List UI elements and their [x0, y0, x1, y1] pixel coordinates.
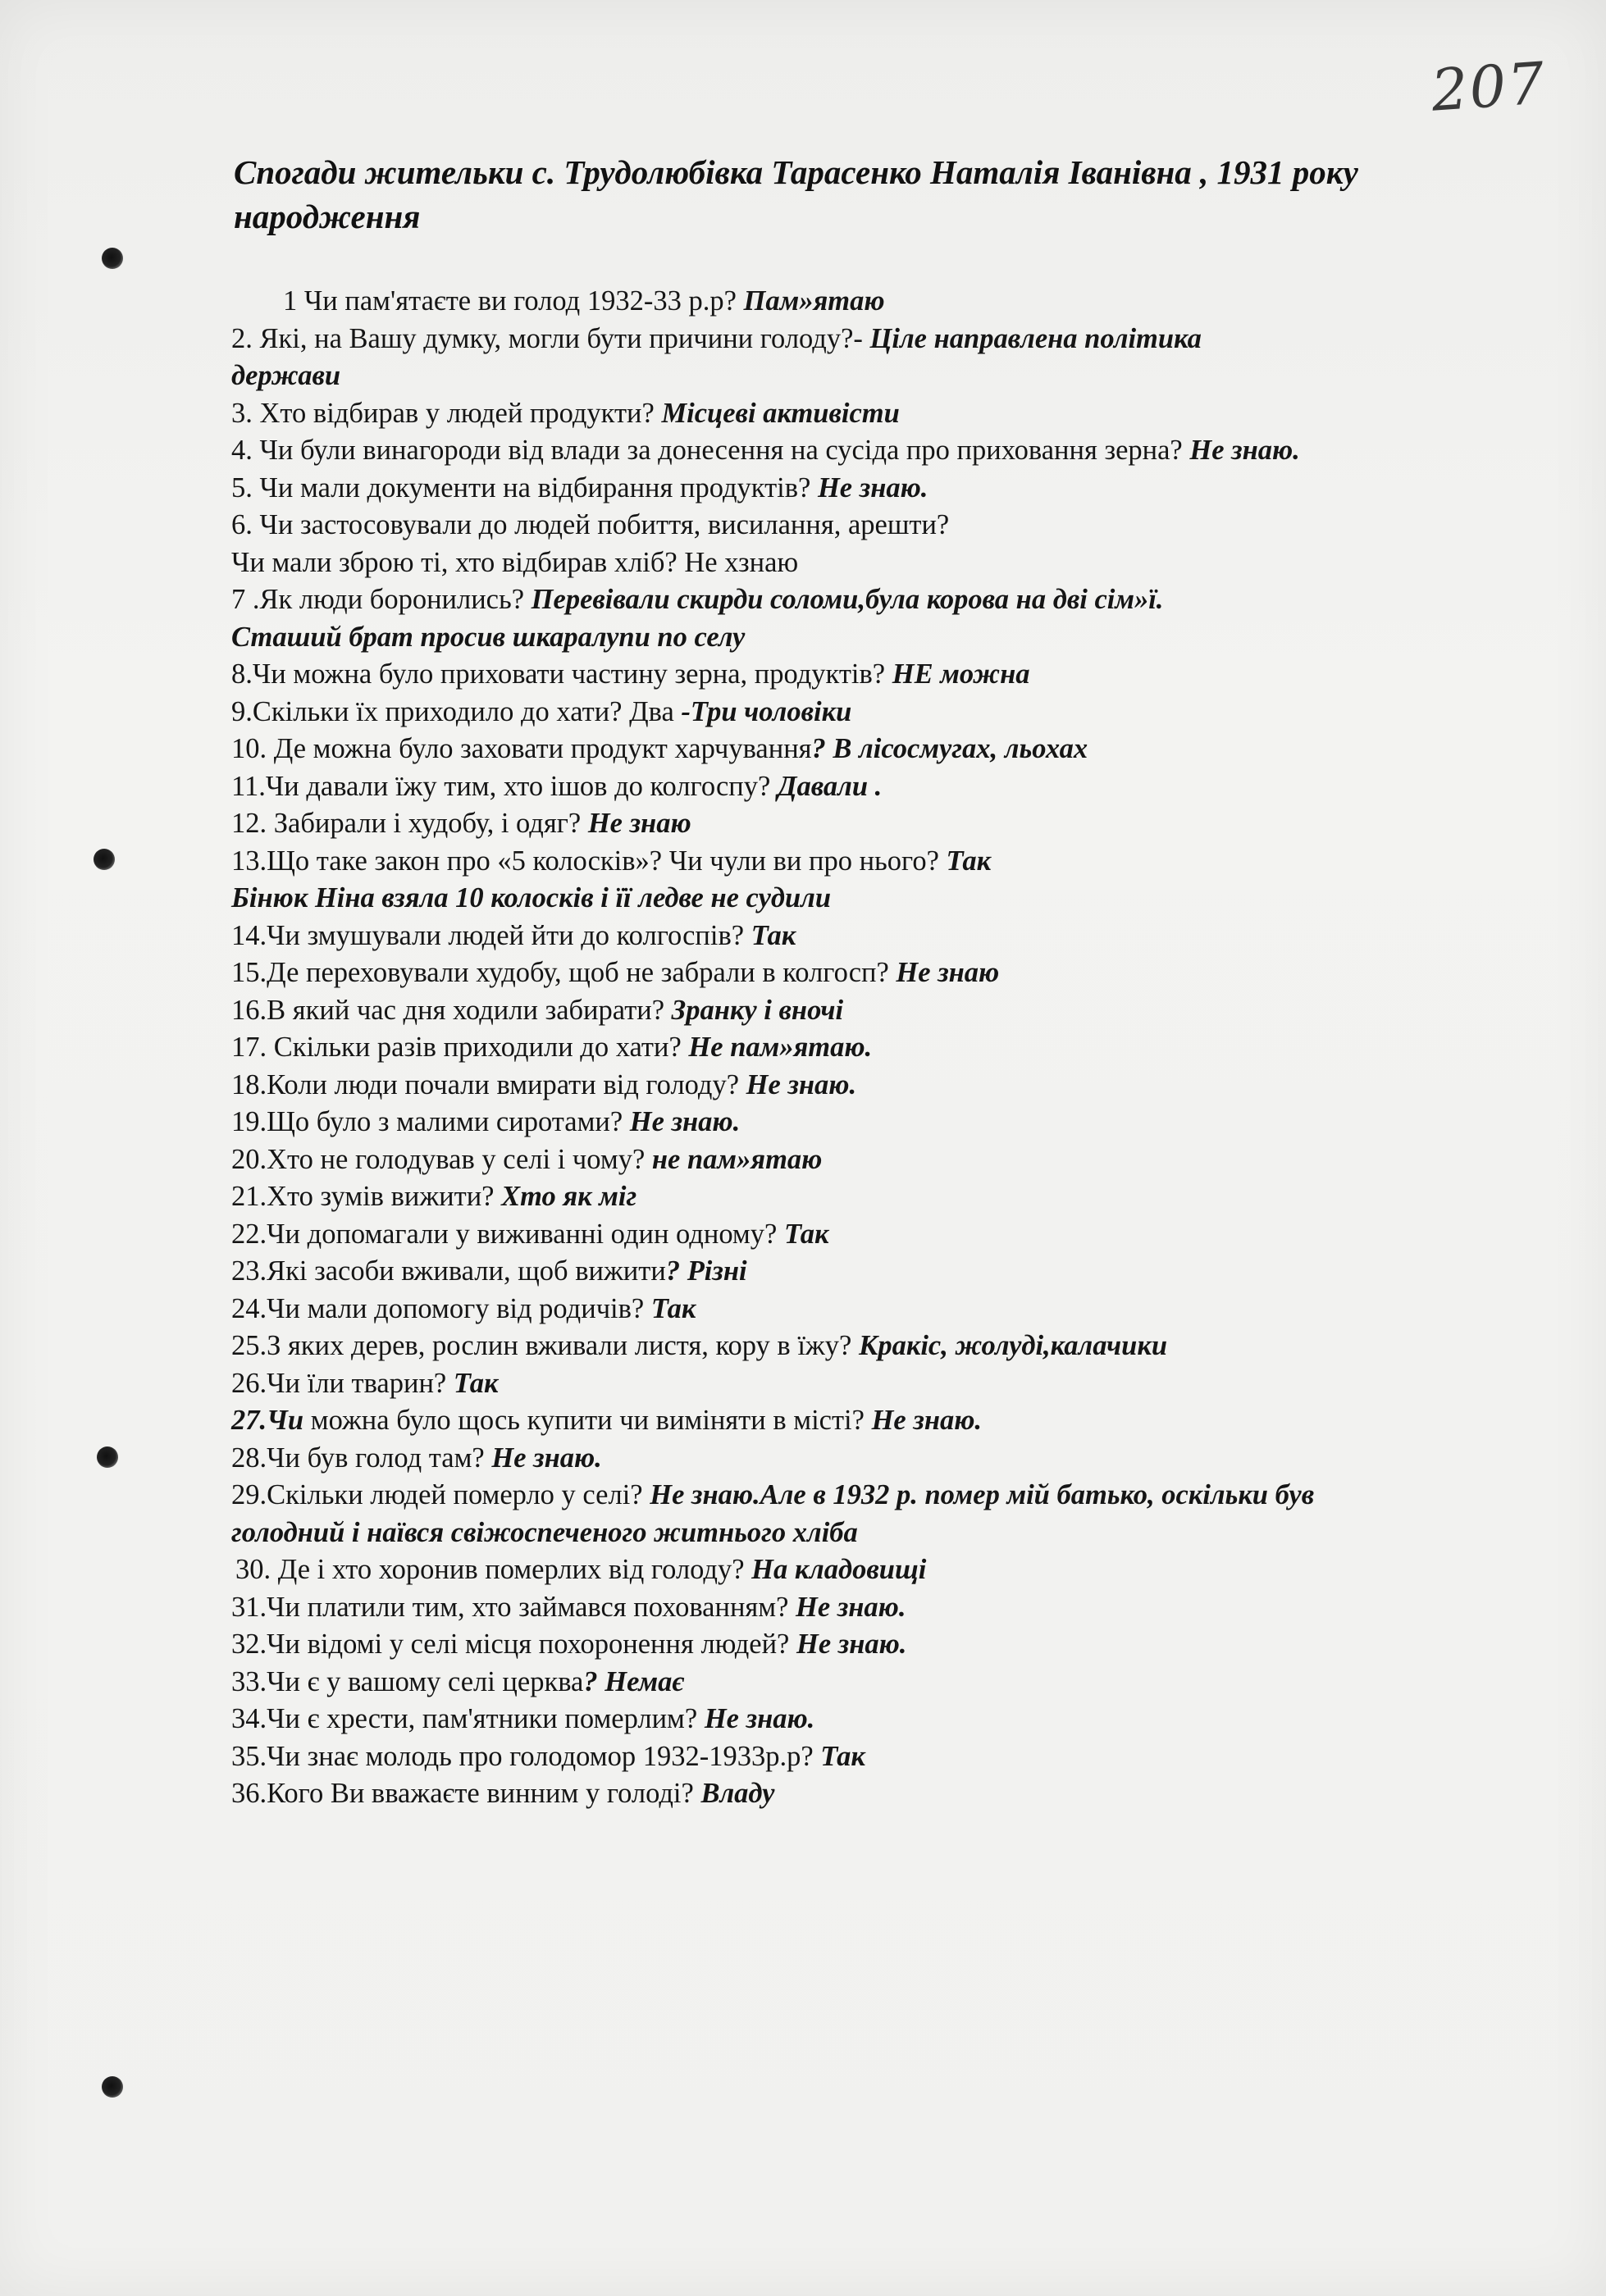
question-text: 24.Чи мали допомогу від родичів?	[231, 1292, 651, 1324]
answer-text: Не знаю.	[491, 1442, 602, 1474]
question-text: 26.Чи їли тварин?	[231, 1367, 454, 1399]
questionnaire-line	[231, 843, 1511, 881]
answer-text: Бінюк Ніна взяла 10 колосків і її ледве не судили	[231, 882, 832, 913]
question-text: 32.Чи відомі у селі місця похоронення людей?	[231, 1629, 796, 1660]
questionnaire-line	[231, 694, 1511, 731]
answer-text: голодний і наївся свіжоспеченого житнього хліба	[231, 1516, 858, 1548]
questionnaire-line	[231, 992, 1511, 1030]
answer-text: Не знаю.	[817, 472, 928, 503]
questionnaire-line	[231, 1178, 1511, 1216]
question-text: 2. Які, на Вашу думку, могли бути причини голоду?-	[231, 322, 870, 354]
question-text: 3. Хто відбирав у людей продукти?	[231, 397, 662, 429]
answer-text: Кракіс, жолуді,калачики	[858, 1330, 1167, 1361]
answer-text: Так	[820, 1740, 865, 1772]
answer-text: Не знаю	[896, 957, 1000, 988]
questionnaire-line	[231, 918, 1511, 955]
questionnaire-line	[231, 1589, 1511, 1627]
questionnaire-line	[231, 1515, 1511, 1552]
answer-text: 27.Чи	[231, 1405, 304, 1436]
question-text: 1 Чи пам'ятаєте ви голод 1932-33 р.р?	[283, 285, 744, 317]
question-text: можна було щось купити чи виміняти в місті?	[303, 1405, 872, 1436]
questionnaire-line	[231, 470, 1511, 508]
questionnaire-line	[231, 395, 1511, 433]
question-text: 18.Коли люди почали вмирати від голоду?	[231, 1068, 746, 1100]
answer-text: Не знаю.	[704, 1703, 815, 1734]
answer-text: НЕ можна	[892, 658, 1030, 690]
answer-text: Давали .	[777, 770, 883, 802]
answer-text: не пам»ятаю	[651, 1143, 823, 1175]
answer-text: Зранку і вночі	[671, 994, 844, 1026]
question-text: 34.Чи є хрести, пам'ятники померлим?	[231, 1703, 705, 1734]
questionnaire-line	[231, 544, 1511, 582]
answer-text: Не знаю.	[629, 1106, 741, 1137]
answer-text: Владу	[700, 1778, 775, 1809]
answer-text: Не знаю.	[796, 1591, 906, 1623]
questionnaire-line	[231, 283, 1511, 321]
document-title: Спогади жительки с. Трудолюбівка Тарасенко Наталія Іванівна , 1931 року народження	[234, 153, 1358, 235]
questionnaire-line	[231, 1029, 1511, 1067]
questionnaire-line	[231, 768, 1511, 806]
questionnaire-line	[231, 1104, 1511, 1141]
answer-text: Так	[650, 1292, 696, 1324]
answer-text: держави	[231, 360, 341, 391]
question-text: 29.Скільки людей померло у селі?	[231, 1479, 650, 1510]
questionnaire-line	[231, 1664, 1511, 1702]
questionnaire-line	[231, 432, 1511, 470]
punch-hole	[102, 248, 123, 269]
questionnaire-line	[231, 1141, 1511, 1179]
questionnaire-line	[231, 805, 1511, 843]
answer-text: ? Різні	[665, 1255, 747, 1287]
question-text: 5. Чи мали документи на відбирання продуктів?	[231, 472, 818, 503]
questionnaire-line	[231, 1738, 1511, 1776]
answer-text: ? В лісосмугах, льохах	[811, 733, 1088, 764]
answer-text: Місцеві активісти	[661, 397, 900, 429]
question-text: Чи мали зброю ті, хто відбирав хліб? Не хзнаю	[231, 546, 799, 578]
questionnaire-line	[231, 1775, 1511, 1813]
question-text: 12. Забирали і худобу, і одяг?	[231, 808, 588, 839]
question-text: 25.З яких дерев, рослин вживали листя, кору в їжу?	[231, 1330, 859, 1361]
question-text: 4. Чи були винагороди від влади за донесення на сусіда про приховання зерна?	[231, 435, 1190, 466]
questionnaire-line	[231, 321, 1511, 358]
answer-text: Не знаю.	[871, 1405, 983, 1436]
question-text: 11.Чи давали їжу тим, хто ішов до колгоспу?	[231, 770, 778, 802]
questionnaire-line	[231, 1291, 1511, 1328]
question-text: 20.Хто не голодував у селі і чому?	[231, 1143, 652, 1175]
answer-text: Сташий брат просив шкаралупи по селу	[231, 621, 746, 653]
questionnaire-line	[231, 1626, 1511, 1664]
questionnaire-line	[231, 1216, 1511, 1254]
questionnaire-line	[231, 1365, 1511, 1403]
question-text: 36.Кого Ви вважаєте винним у голоді?	[231, 1778, 701, 1809]
answer-text: ? Немає	[583, 1665, 684, 1697]
question-text: 31.Чи платили тим, хто займався похованням?	[231, 1591, 796, 1623]
question-text: 9.Скільки їх приходило до хати? Два	[231, 695, 682, 727]
answer-text: Не знаю	[587, 808, 691, 839]
question-text: 23.Які засоби вживали, щоб вижити	[231, 1255, 666, 1287]
question-text: 16.В який час дня ходили забирати?	[231, 994, 672, 1026]
answer-text: Так	[946, 845, 992, 877]
questionnaire-line	[231, 1440, 1511, 1478]
answer-text: Так	[783, 1218, 829, 1250]
question-text: 7 .Як люди боронились?	[231, 584, 532, 615]
answer-text: Перевівали скирди соломи,була корова на дві сім»ї.	[531, 584, 1164, 615]
question-text: 28.Чи був голод там?	[231, 1442, 492, 1474]
questionnaire-line	[231, 358, 1511, 395]
questionnaire-line	[231, 619, 1511, 657]
questionnaire-line	[231, 507, 1511, 544]
questionnaire-line	[231, 581, 1511, 619]
answer-text: Ціле направлена політика	[869, 322, 1202, 354]
questionnaire-line	[231, 1067, 1511, 1105]
question-text: 17. Скільки разів приходили до хати?	[231, 1032, 689, 1063]
punch-hole	[94, 849, 115, 870]
question-text: 6. Чи застосовували до людей побиття, висилання, арешти?	[231, 509, 950, 540]
answer-text: Не пам»ятаю.	[688, 1032, 873, 1063]
question-text: 13.Що таке закон про «5 колосків»? Чи чули ви про нього?	[231, 845, 947, 877]
question-text: 14.Чи змушували людей йти до колгоспів?	[231, 919, 751, 951]
answer-text: Не знаю.	[1189, 435, 1300, 466]
questionnaire-line	[231, 1701, 1511, 1738]
answer-text: Пам»ятаю	[743, 285, 885, 317]
question-text: 19.Що було з малими сиротами?	[231, 1106, 630, 1137]
questionnaire-line	[231, 1551, 1511, 1589]
questionnaire-line	[231, 1402, 1511, 1440]
answer-text: Не знаю.	[746, 1068, 857, 1100]
question-text: 30. Де і хто хоронив померлих від голоду?	[235, 1554, 752, 1585]
question-text: 22.Чи допомагали у виживанні один одному?	[231, 1218, 784, 1250]
questionnaire-list	[231, 283, 1511, 1813]
answer-text: Хто як міг	[501, 1181, 637, 1212]
answer-text: Так	[453, 1367, 499, 1399]
answer-text: -Три чоловіки	[681, 695, 852, 727]
question-text: 15.Де переховували худобу, щоб не забрали в колгосп?	[231, 957, 897, 988]
questionnaire-line	[231, 880, 1511, 918]
answer-text: На кладовищі	[751, 1554, 927, 1585]
answer-text: Так	[751, 919, 796, 951]
question-text: 10. Де можна було заховати продукт харчування	[231, 733, 812, 764]
question-text: 35.Чи знає молодь про голодомор 1932-1933р.р?	[231, 1740, 821, 1772]
punch-hole	[97, 1446, 118, 1468]
question-text: 21.Хто зумів вижити?	[231, 1181, 502, 1212]
punch-hole	[102, 2076, 123, 2098]
questionnaire-line	[231, 731, 1511, 768]
question-text: 33.Чи є у вашому селі церква	[231, 1665, 584, 1697]
question-text: 8.Чи можна було приховати частину зерна, продуктів?	[231, 658, 892, 690]
questionnaire-line	[231, 1253, 1511, 1291]
questionnaire-line	[231, 656, 1511, 694]
questionnaire-line	[231, 1477, 1511, 1515]
handwritten-page-number: 207	[1429, 49, 1549, 125]
answer-text: Не знаю.Але в 1932 р. помер мій батько, оскільки був	[650, 1479, 1315, 1510]
questionnaire-line	[231, 954, 1511, 992]
questionnaire-line	[231, 1328, 1511, 1365]
answer-text: Не знаю.	[796, 1629, 907, 1660]
